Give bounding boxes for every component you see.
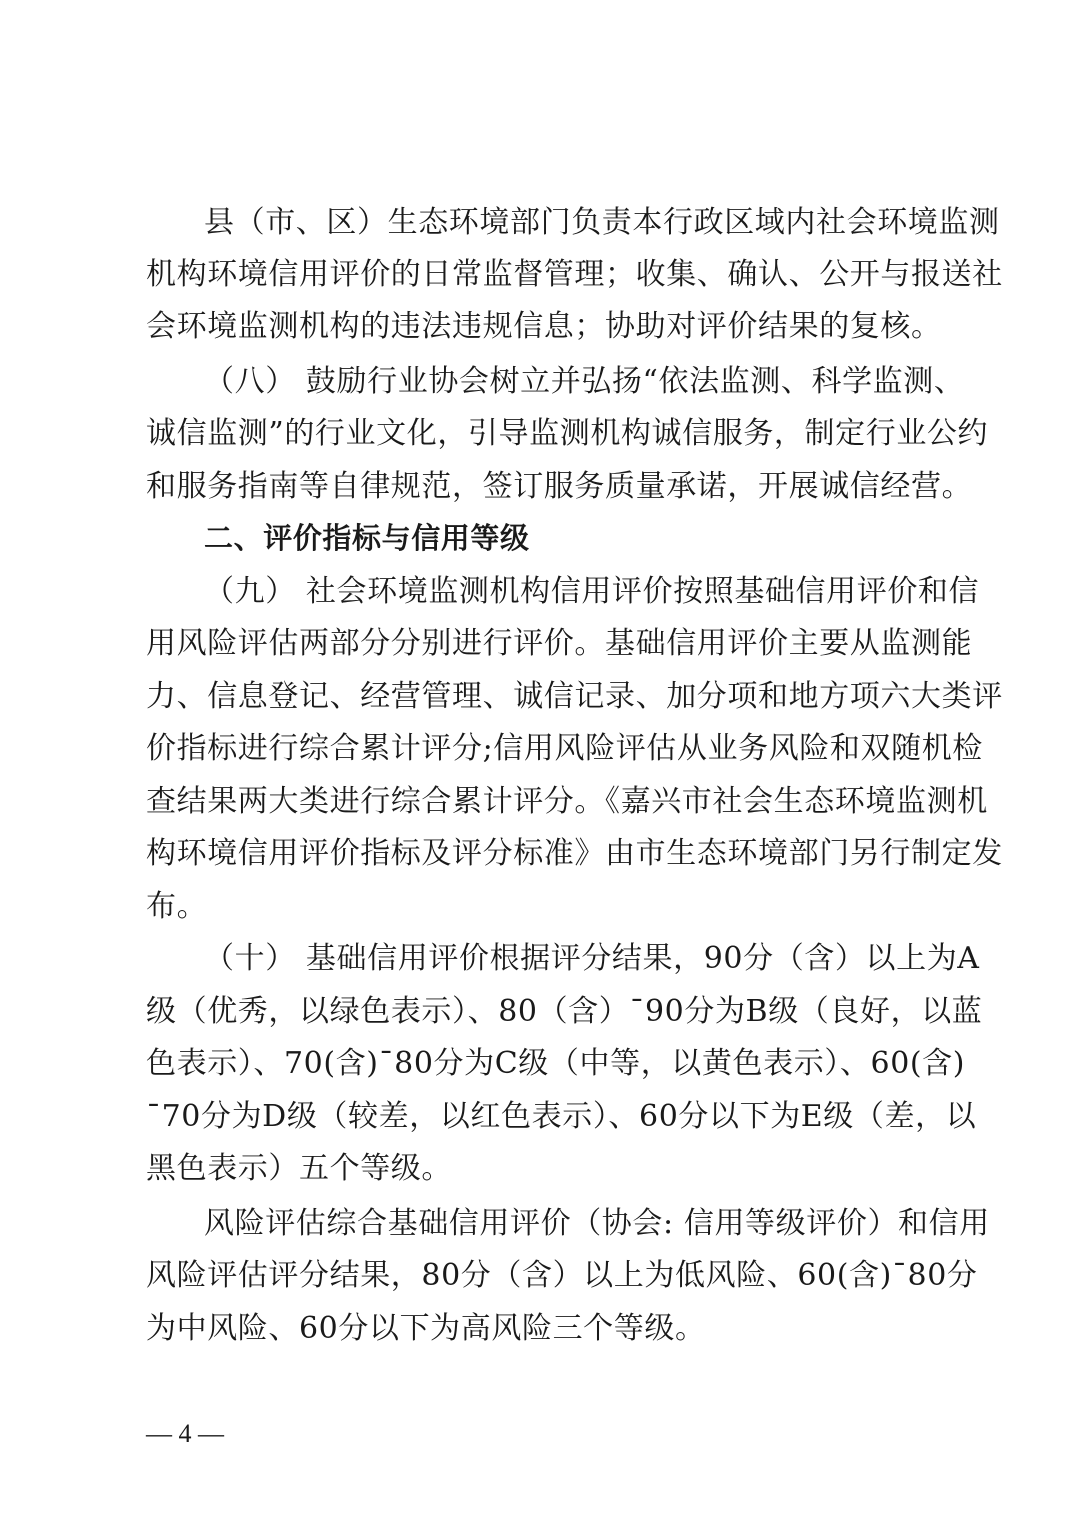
body-line: 会环境监测机构的违法违规信息；协助对评价结果的复核。 [146, 309, 942, 344]
body-line: （八） 鼓励行业协会树立并弘扬“依法监测、科学监测、 [204, 364, 965, 399]
body-line: （十） 基础信用评价根据评分结果，90分（含）以上为A [204, 941, 980, 976]
body-line: 级（优秀，以绿色表示）、80（含）¯90分为B级（良好，以蓝 [146, 994, 983, 1029]
body-line: 布。 [146, 889, 208, 924]
section-heading: 二、评价指标与信用等级 [204, 521, 530, 555]
body-line: 黑色表示）五个等级。 [146, 1151, 452, 1186]
body-line: 查结果两大类进行综合累计评分。《嘉兴市社会生态环境监测机 [146, 784, 988, 819]
body-line: 构环境信用评价指标及评分标准》由市生态环境部门另行制定发 [146, 836, 1003, 871]
page-number: — 4 — [146, 1419, 224, 1448]
body-line: （九） 社会环境监测机构信用评价按照基础信用评价和信 [204, 574, 980, 609]
body-line: 价指标进行综合累计评分;信用风险评估从业务风险和双随机检 [146, 731, 983, 766]
body-line: 风险评估评分结果，80分（含）以上为低风险、60(含)¯80分 [146, 1258, 978, 1293]
body-line: 风险评估综合基础信用评价（协会: 信用等级评价）和信用 [204, 1206, 990, 1241]
body-line: 诚信监测”的行业文化，引导监测机构诚信服务，制定行业公约 [146, 416, 989, 451]
body-line: 和服务指南等自律规范，签订服务质量承诺，开展诚信经营。 [146, 469, 973, 504]
body-line: 色表示）、70(含)¯80分为C级（中等，以黄色表示）、60(含) [146, 1046, 966, 1081]
body-line: 力、信息登记、经营管理、诚信记录、加分项和地方项六大类评 [146, 679, 1003, 714]
body-line: ¯70分为D级（较差，以红色表示）、60分以下为E级（差，以 [146, 1099, 977, 1134]
body-line: 用风险评估两部分分别进行评价。基础信用评价主要从监测能 [146, 626, 973, 661]
body-line: 为中风险、60分以下为高风险三个等级。 [146, 1311, 706, 1346]
body-line: 机构环境信用评价的日常监督管理；收集、确认、公开与报送社 [146, 257, 1003, 292]
body-line: 县（市、区）生态环境部门负责本行政区域内社会环境监测 [204, 205, 1000, 240]
